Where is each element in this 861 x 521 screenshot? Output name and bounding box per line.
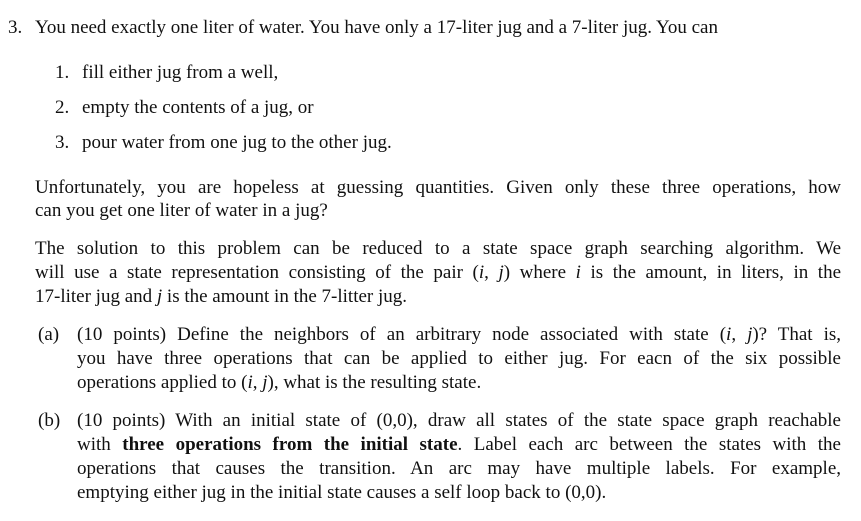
part-b-line: operations that causes the transition. An arc may have multiple labels. For example,	[77, 458, 841, 479]
part-b-line: with three operations from the initial state. Label each arc between the states with the	[77, 434, 841, 455]
operation-text: fill either jug from a well,	[82, 62, 279, 83]
part-a-line: (10 points) Define the neighbors of an arbitrary node associated with state (i, j)? That is,	[77, 324, 841, 345]
paragraph-line: 17-liter jug and j is the amount in the 7-litter jug.	[35, 286, 408, 307]
paragraph-line: The solution to this problem can be reduced to a state space graph searching algorithm. We	[35, 238, 841, 259]
operation-text: pour water from one jug to the other jug.	[82, 132, 392, 153]
part-label: (b)	[38, 410, 61, 431]
part-label: (a)	[38, 324, 60, 345]
operation-number: 1.	[55, 62, 70, 83]
problem-intro: You need exactly one liter of water. You have only a 17-liter jug and a 7-liter jug. You can	[35, 17, 718, 38]
paragraph-line: can you get one liter of water in a jug?	[35, 200, 328, 221]
part-b-line: (10 points) With an initial state of (0,0), draw all states of the state space graph reachable	[77, 410, 841, 431]
part-b-line: emptying either jug in the initial state causes a self loop back to (0,0).	[77, 482, 607, 503]
problem-number: 3.	[8, 17, 23, 38]
part-a-line: operations applied to (i, j), what is the resulting state.	[77, 372, 482, 393]
part-a-line: you have three operations that can be applied to either jug. For eacn of the six possible	[77, 348, 841, 369]
operation-number: 3.	[55, 132, 70, 153]
paragraph-line: Unfortunately, you are hopeless at guessing quantities. Given only these three operations, how	[35, 177, 841, 198]
paragraph-line: will use a state representation consisting of the pair (i, j) where i is the amount, in liters, in the	[35, 262, 842, 283]
operation-number: 2.	[55, 97, 70, 118]
operation-text: empty the contents of a jug, or	[82, 97, 314, 118]
